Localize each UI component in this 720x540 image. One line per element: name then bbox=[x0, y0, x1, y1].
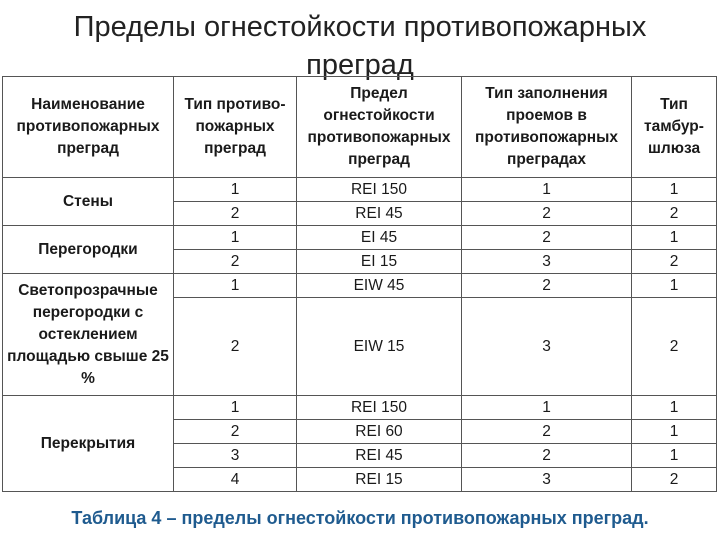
cell-type: 4 bbox=[174, 468, 297, 492]
cell-limit: REI 45 bbox=[297, 202, 462, 226]
cell-airlock: 2 bbox=[632, 250, 717, 274]
cell-airlock: 1 bbox=[632, 274, 717, 298]
cell-limit: EIW 15 bbox=[297, 298, 462, 396]
cell-type: 2 bbox=[174, 298, 297, 396]
cell-limit: REI 45 bbox=[297, 444, 462, 468]
header-fill-type: Тип заполнения проемов в противопожарных преградах bbox=[462, 77, 632, 178]
title-line-1: Пределы огнестойкости противопожарных bbox=[73, 11, 647, 43]
cell-type: 2 bbox=[174, 420, 297, 444]
table-header-row bbox=[3, 77, 717, 178]
cell-airlock: 2 bbox=[632, 298, 717, 396]
cell-airlock: 2 bbox=[632, 468, 717, 492]
cell-airlock: 2 bbox=[632, 202, 717, 226]
cell-limit: REI 60 bbox=[297, 420, 462, 444]
cell-fill: 3 bbox=[462, 468, 632, 492]
cell-fill: 3 bbox=[462, 298, 632, 396]
group-name: Перегородки bbox=[3, 226, 174, 274]
cell-type: 1 bbox=[174, 396, 297, 420]
cell-airlock: 1 bbox=[632, 178, 717, 202]
cell-airlock: 1 bbox=[632, 444, 717, 468]
group-name: Перекрытия bbox=[3, 396, 174, 492]
cell-limit: EI 45 bbox=[297, 226, 462, 250]
header-type: Тип противо-пожарных преград bbox=[174, 77, 297, 178]
cell-type: 1 bbox=[174, 178, 297, 202]
cell-fill: 2 bbox=[462, 444, 632, 468]
title-line-2: преград bbox=[306, 49, 414, 81]
cell-fill: 2 bbox=[462, 420, 632, 444]
cell-airlock: 1 bbox=[632, 396, 717, 420]
group-name: Светопрозрачные перегородки с остеклением площадью свыше 25 % bbox=[3, 274, 174, 396]
cell-limit: REI 150 bbox=[297, 396, 462, 420]
table-row bbox=[3, 396, 717, 420]
cell-fill: 3 bbox=[462, 250, 632, 274]
cell-fill: 1 bbox=[462, 178, 632, 202]
fire-resistance-table bbox=[2, 76, 717, 492]
cell-airlock: 1 bbox=[632, 226, 717, 250]
cell-type: 1 bbox=[174, 226, 297, 250]
cell-fill: 2 bbox=[462, 226, 632, 250]
table-row bbox=[3, 226, 717, 250]
header-name: Наименование противопожарных преград bbox=[3, 77, 174, 178]
cell-limit: REI 150 bbox=[297, 178, 462, 202]
slide-title bbox=[0, 8, 720, 84]
group-name: Стены bbox=[3, 178, 174, 226]
header-limit: Предел огнестойкости противопожарных преград bbox=[297, 77, 462, 178]
cell-airlock: 1 bbox=[632, 420, 717, 444]
cell-fill: 1 bbox=[462, 396, 632, 420]
cell-fill: 2 bbox=[462, 274, 632, 298]
cell-limit: EIW 45 bbox=[297, 274, 462, 298]
cell-type: 1 bbox=[174, 274, 297, 298]
table-caption: Таблица 4 – пределы огнестойкости противопожарных преград. bbox=[71, 508, 649, 528]
cell-type: 2 bbox=[174, 202, 297, 226]
cell-type: 2 bbox=[174, 250, 297, 274]
table-row bbox=[3, 178, 717, 202]
cell-type: 3 bbox=[174, 444, 297, 468]
table-row bbox=[3, 274, 717, 298]
cell-fill: 2 bbox=[462, 202, 632, 226]
header-airlock-type: Тип тамбур-шлюза bbox=[632, 77, 717, 178]
cell-limit: REI 15 bbox=[297, 468, 462, 492]
cell-limit: EI 15 bbox=[297, 250, 462, 274]
